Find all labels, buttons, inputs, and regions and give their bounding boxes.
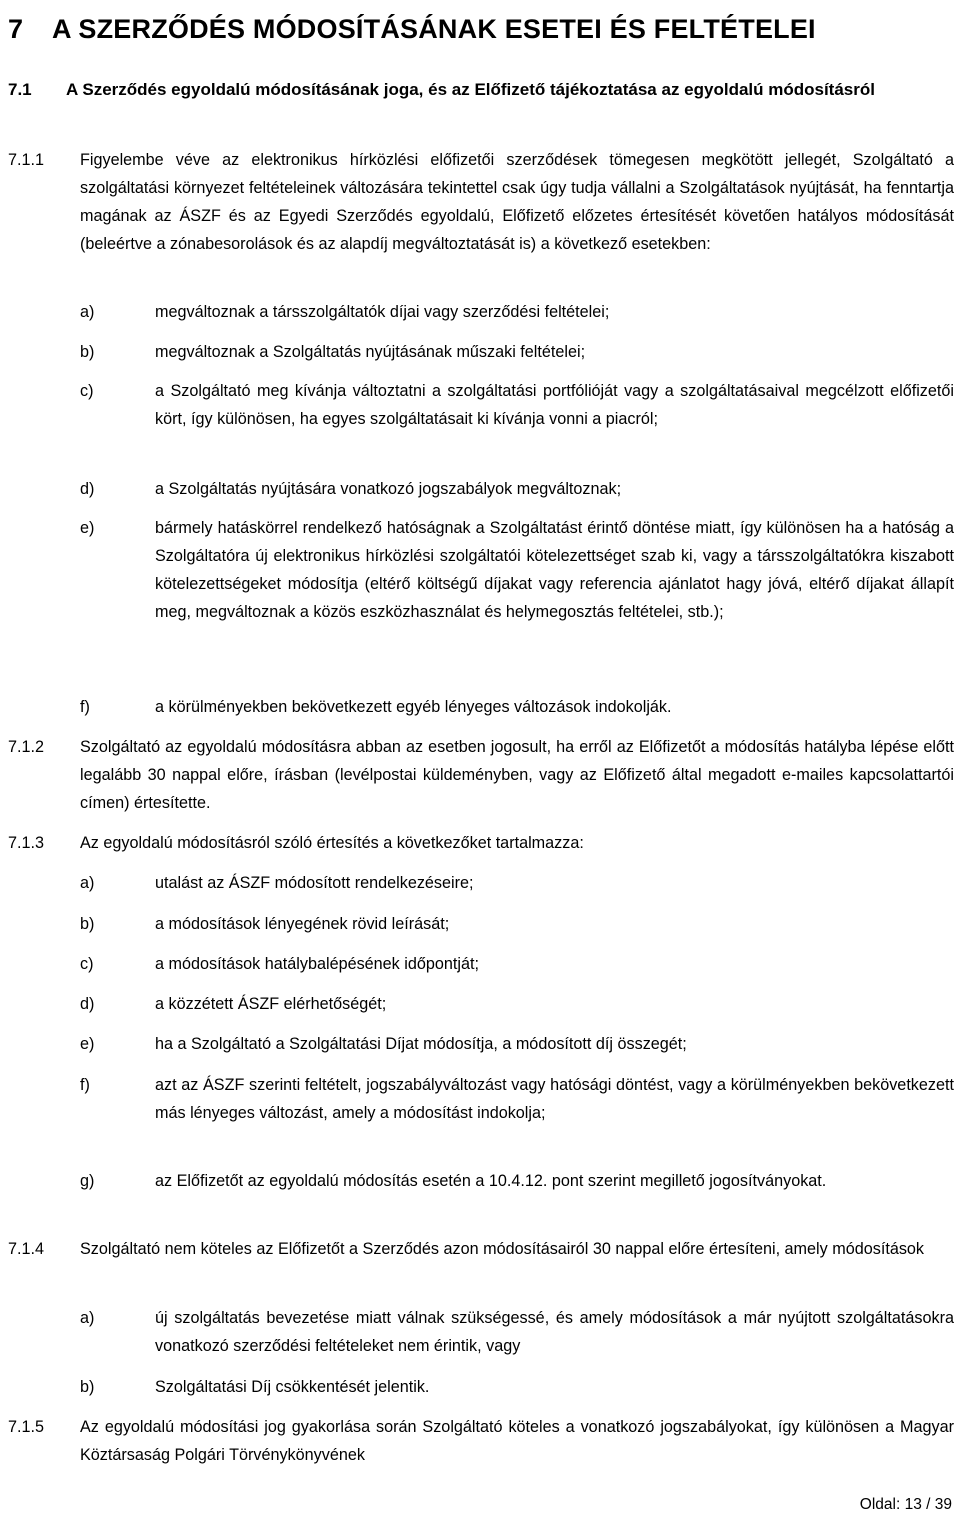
list-item-text: a Szolgáltatás nyújtására vonatkozó jogszabályok megváltoznak; <box>155 480 622 498</box>
list-item <box>80 377 954 433</box>
chapter-number: 7 <box>8 14 24 44</box>
list-item <box>80 338 954 366</box>
list-item-text: a Szolgáltató meg kívánja változtatni a szolgáltatási portfólióját vagy a szolgáltatásaival megcélzott előfizetői kört, így különösen, ha egyes szolgáltatásait ki kívánja vonni a piacról; <box>155 382 954 428</box>
list-item <box>80 514 954 626</box>
paragraph-text: Figyelembe véve az elektronikus hírközlési előfizetői szerződések tömegesen megkötött jellegét, Szolgáltató a szolgáltatási környezet feltételeinek változására tekintettel csak úgy tudja vállalni a Szolgáltatások nyújtását, ha fenntartja magának az ÁSZF és az Egyedi Szerződés egyoldalú, Előfizető előzetes értesítését követően hatályos módosítását (beleértve a zónabesorolások és az alapdíj megváltoztatását is) a következő esetekben: <box>80 151 954 253</box>
list-item <box>80 869 954 897</box>
list-item-text: a körülményekben bekövetkezett egyéb lényeges változások indokolják. <box>155 698 672 716</box>
paragraph-7-1-2 <box>8 733 954 817</box>
list-item <box>80 1071 954 1127</box>
list-item-text: a módosítások hatálybalépésének időpontját; <box>155 955 479 973</box>
list-item-letter: b) <box>80 915 95 933</box>
list-item <box>80 298 954 326</box>
list-item <box>80 950 954 978</box>
list-item-letter: e) <box>80 519 95 537</box>
paragraph-text: Az egyoldalú módosítási jog gyakorlása során Szolgáltató köteles a vonatkozó jogszabályokat, így különösen a Magyar Köztársaság Polgári Törvénykönyvének <box>80 1418 954 1464</box>
list-item <box>80 1304 954 1360</box>
list-item <box>80 475 954 503</box>
list-item-text: ha a Szolgáltató a Szolgáltatási Díjat módosítja, a módosított díj összegét; <box>155 1035 687 1053</box>
paragraph-text: Szolgáltató az egyoldalú módosításra abban az esetben jogosult, ha erről az Előfizetőt a módosítás hatályba lépése előtt legalább 30 nappal előre, írásban (levélpostai küldeményben, vagy az Előfizető által megadott e-mailes kapcsolattartói címen) értesítette. <box>80 738 954 812</box>
list-item <box>80 1030 954 1058</box>
list-item-letter: d) <box>80 480 95 498</box>
paragraph-text: Szolgáltató nem köteles az Előfizetőt a Szerződés azon módosításairól 30 nappal előre értesíteni, amely módosítások <box>80 1240 925 1258</box>
list-item-letter: g) <box>80 1172 95 1190</box>
chapter-title: A SZERZŐDÉS MÓDOSÍTÁSÁNAK ESETEI ÉS FELTÉTELEI <box>52 14 816 44</box>
paragraph-number: 7.1.2 <box>8 738 45 756</box>
list-item <box>80 693 954 721</box>
list-item-text: új szolgáltatás bevezetése miatt válnak szükségessé, és amely módosítások a már nyújtott szolgáltatásokra vonatkozó szerződési feltételeket nem érintik, vagy <box>155 1309 954 1355</box>
section-title: A Szerződés egyoldalú módosításának joga, és az Előfizető tájékoztatása az egyoldalú módosításról <box>66 80 875 99</box>
section-heading <box>8 76 958 104</box>
list-item-text: a módosítások lényegének rövid leírását; <box>155 915 450 933</box>
list-item-letter: e) <box>80 1035 95 1053</box>
list-item-text: utalást az ÁSZF módosított rendelkezéseire; <box>155 874 474 892</box>
list-item-letter: f) <box>80 1076 90 1094</box>
list-item-letter: b) <box>80 1378 95 1396</box>
list-item-text: az Előfizetőt az egyoldalú módosítás esetén a 10.4.12. pont szerint megillető jogosítványokat. <box>155 1172 827 1190</box>
list-item-letter: b) <box>80 343 95 361</box>
list-item <box>80 1373 954 1401</box>
list-item <box>80 990 954 1018</box>
list-item-text: megváltoznak a Szolgáltatás nyújtásának műszaki feltételei; <box>155 343 586 361</box>
paragraph-7-1-1 <box>8 146 954 258</box>
list-item-letter: c) <box>80 382 94 400</box>
page-number: Oldal: 13 / 39 <box>859 1496 952 1513</box>
paragraph-text: Az egyoldalú módosításról szóló értesítés a következőket tartalmazza: <box>80 834 584 852</box>
list-item <box>80 1167 954 1195</box>
section-number: 7.1 <box>8 80 32 99</box>
list-item-letter: a) <box>80 303 95 321</box>
chapter-heading <box>8 14 816 45</box>
paragraph-number: 7.1.5 <box>8 1418 45 1436</box>
list-item-letter: a) <box>80 1309 95 1327</box>
list-item-text: Szolgáltatási Díj csökkentését jelentik. <box>155 1378 430 1396</box>
paragraph-7-1-5 <box>8 1413 954 1469</box>
list-item-letter: a) <box>80 874 95 892</box>
list-item <box>80 910 954 938</box>
paragraph-7-1-4 <box>8 1235 954 1263</box>
paragraph-number: 7.1.3 <box>8 834 45 852</box>
list-item-letter: c) <box>80 955 94 973</box>
list-item-letter: f) <box>80 698 90 716</box>
paragraph-number: 7.1.4 <box>8 1240 45 1258</box>
paragraph-number: 7.1.1 <box>8 151 45 169</box>
list-item-letter: d) <box>80 995 95 1013</box>
list-item-text: bármely hatáskörrel rendelkező hatóságnak a Szolgáltatást érintő döntése miatt, így különösen ha a hatóság a Szolgáltatóra új elektronikus hírközlési szolgáltatói kötelezettséget szab ki, vagy a társszolgáltatókra kiszabott kötelezettségeket módosítja (eltérő költségű díjakat vagy referencia ajánlatot hagy jóvá, eltérő díjakat állapít meg, megváltoznak a közös eszközhasználat és helymegosztás feltételei, stb.); <box>155 519 954 621</box>
paragraph-7-1-3 <box>8 829 954 857</box>
list-item-text: megváltoznak a társszolgáltatók díjai vagy szerződési feltételei; <box>155 303 610 321</box>
list-item-text: azt az ÁSZF szerinti feltételt, jogszabályváltozást vagy hatósági döntést, vagy a körülményekben bekövetkezett más lényeges változást, amely a módosítást indokolja; <box>155 1076 954 1122</box>
list-item-text: a közzétett ÁSZF elérhetőségét; <box>155 995 387 1013</box>
